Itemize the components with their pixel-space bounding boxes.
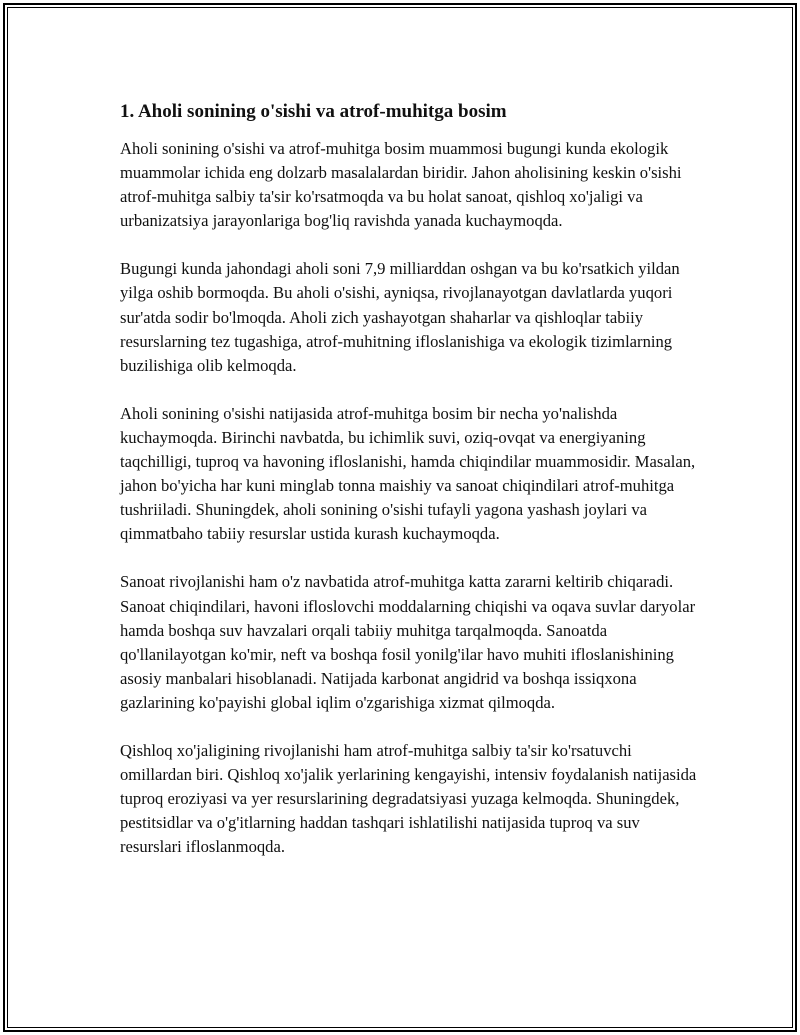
paragraph-1: Aholi sonining o'sishi va atrof-muhitga bosim muammosi bugungi kunda ekologik muammolar ichida eng dolzarb masalalardan biridir. Jahon aholisining keskin o'sishi atrof-muhitga salbiy ta'sir ko'rsatmoqda va bu holat sanoat, qishloq xo'jaligi va urbanizatsiya jarayonlariga bog'liq ravishda yanada kuchaymoqda. — [120, 139, 682, 231]
document-body — [120, 100, 698, 883]
paragraph-3: Aholi sonining o'sishi natijasida atrof-muhitga bosim bir necha yo'nalishda kuchaymoqda. Birinchi navbatda, bu ichimlik suvi, oziq-ovqat va energiyaning taqchilligi, tuproq va havoning ifloslanishi, hamda chiqindilar muammosidir. Masalan, jahon bo'yicha har kuni minglab tonna maishiy va sanoat chiqindilari atrof-muhitga tushriiladi. Shuningdek, aholi sonining o'sishi tufayli yagona yashash joylari va qimmatbaho tabiiy resurslar ustida kurash kuchaymoqda. — [120, 403, 696, 544]
paragraph-2: Bugungi kunda jahondagi aholi soni 7,9 milliarddan oshgan va bu ko'rsatkich yildan yilga oshib bormoqda. Bu aholi o'sishi, ayniqsa, rivojlanayotgan davlatlarda yuqori sur'atda sodir bo'lmoqda. Aholi zich yashayotgan shaharlar va qishloqlar tabiiy resurslarning tez tugashiga, atrof-muhitning ifloslanishiga va ekologik tizimlarning buzilishiga olib kelmoqda. — [120, 259, 680, 375]
section-heading: 1. Aholi sonining o'sishi va atrof-muhitga bosim — [120, 101, 507, 122]
page-border — [3, 3, 797, 1032]
paragraph-4: Sanoat rivojlanishi ham o'z navbatida atrof-muhitga katta zararni keltirib chiqaradi. Sanoat chiqindilari, havoni ifloslovchi moddalarning chiqishi va oqava suvlar daryolar hamda boshqa suv havzalari orqali tabiiy muhitga tarqalmoqda. Sanoatda qo'llanilayotgan ko'mir, neft va boshqa fosil yonilg'ilar havo muhiti ifloslanishining asosiy manbalari hisoblanadi. Natijada karbonat angidrid va boshqa issiqxona gazlarining ko'payishi global iqlim o'zgarishiga xizmat qilmoqda. — [120, 572, 696, 712]
paragraph-5: Qishloq xo'jaligining rivojlanishi ham atrof-muhitga salbiy ta'sir ko'rsatuvchi omillardan biri. Qishloq xo'jalik yerlarining kengayishi, intensiv foydalanish natijasida tuproq eroziyasi va yer resurslarining degradatsiyasi yuzaga kelmoqda. Shuningdek, pestitsidlar va o'g'itlarning haddan tashqari ishlatilishi natijasida tuproq va suv resurslari ifloslanmoqda. — [120, 740, 697, 857]
